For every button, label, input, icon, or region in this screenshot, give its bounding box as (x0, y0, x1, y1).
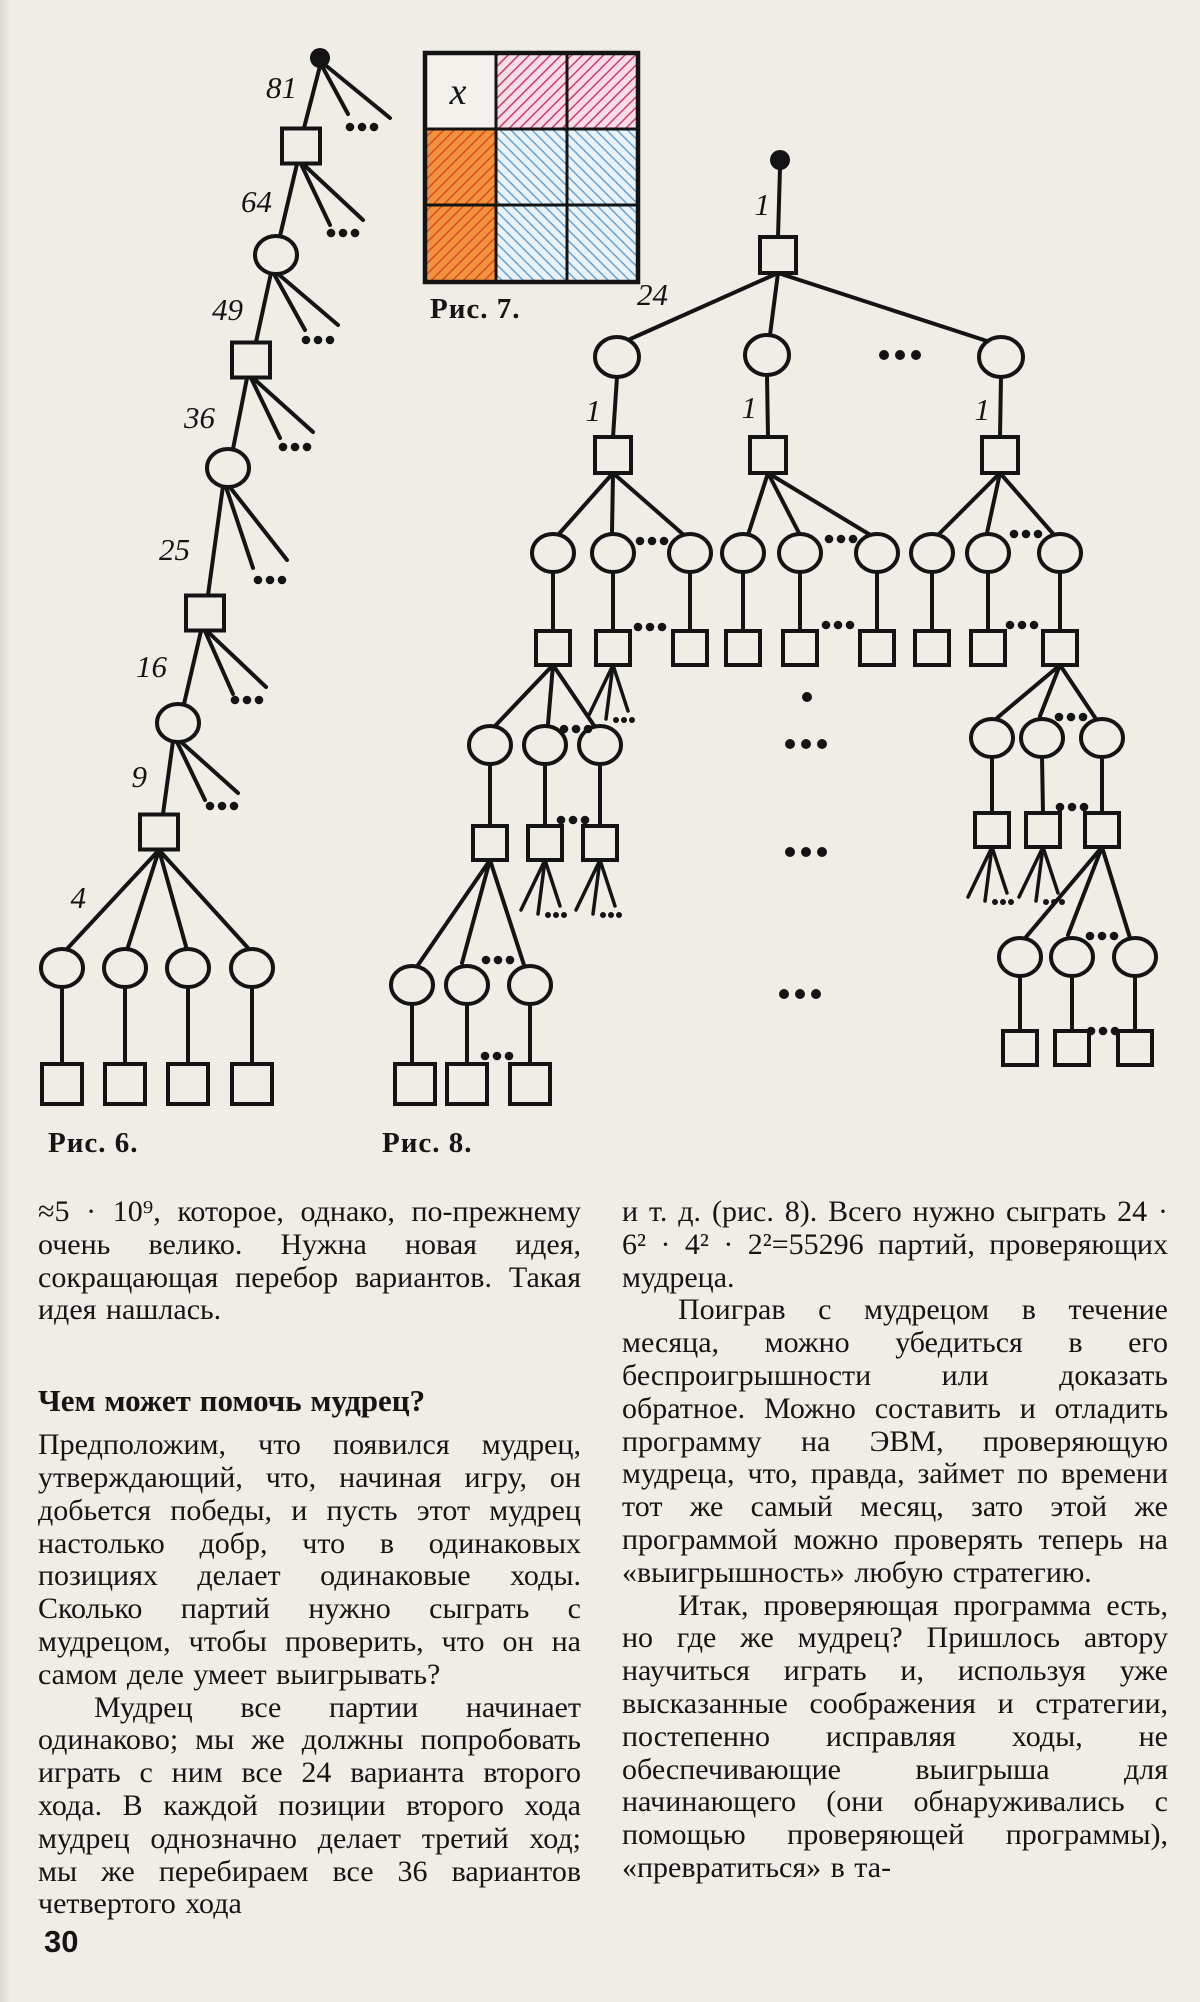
square-node (168, 1064, 208, 1104)
square-node (750, 437, 786, 473)
circle-node (446, 966, 488, 1004)
figure6-edges (62, 64, 390, 1063)
ellipsis-dots (1010, 530, 1043, 539)
ellipsis-dots (279, 443, 312, 452)
ellipsis-dots (825, 535, 858, 544)
square-node (1118, 1031, 1152, 1065)
ellipsis-dots (1086, 932, 1119, 941)
grid-cell-orange (425, 205, 496, 282)
circle-node (595, 337, 639, 377)
circle-node (41, 949, 83, 987)
circle-node (231, 949, 273, 987)
square-node (140, 815, 178, 850)
grid-cell-blue (567, 129, 638, 205)
square-node (975, 813, 1009, 847)
square-node (510, 1064, 550, 1104)
edge-label-1: 1 (741, 390, 757, 425)
circle-node (999, 938, 1041, 976)
grid-cell-blue (567, 205, 638, 282)
text-column-left (38, 1196, 581, 1921)
circle-node (1039, 534, 1081, 572)
ellipsis-dots (481, 1052, 514, 1061)
edge-label-36: 36 (184, 400, 215, 435)
circle-node (1051, 938, 1093, 976)
ellipsis-dots (1056, 803, 1089, 812)
ellipsis-dots (327, 229, 360, 238)
square-node (528, 826, 562, 860)
square-node (583, 826, 617, 860)
circle-node (532, 534, 574, 572)
figure8-caption: Рис. 8. (382, 1127, 473, 1159)
square-node (536, 631, 570, 665)
circle-node (524, 726, 566, 764)
square-node (673, 631, 707, 665)
edge-label-1: 1 (585, 393, 601, 428)
ellipsis-dots (779, 989, 821, 999)
square-node (982, 437, 1018, 473)
circle-node (979, 337, 1023, 377)
square-node (395, 1064, 435, 1104)
text-column-right (622, 1196, 1168, 1885)
edge-label-24: 24 (637, 277, 668, 312)
paragraph: Предположим, что появился мудрец, утверждающий, что, начиная игру, он добьется победы, и пусть этот мудрец настолько добр, что в одинаковых позициях делает одинаковые ходы. Сколько партий нужно сыграть с мудрецом, чтобы проверить, что он на самом деле умеет выигрывать? (38, 1428, 581, 1691)
square-node (760, 237, 796, 273)
ellipsis-dots (785, 847, 827, 857)
square-node (186, 596, 224, 631)
section-heading: Чем может помочь мудрец? (38, 1383, 426, 1419)
circle-node (104, 949, 146, 987)
ellipsis-dots (1006, 621, 1039, 630)
ellipsis-dots (1055, 713, 1088, 722)
circle-node (971, 719, 1013, 757)
square-node (42, 1064, 82, 1104)
circle-node (669, 534, 711, 572)
circle-node (1114, 938, 1156, 976)
ellipsis-dots (634, 623, 667, 632)
square-node (1043, 631, 1077, 665)
square-node (1085, 813, 1119, 847)
square-node (447, 1064, 487, 1104)
ellipsis-dots (879, 350, 921, 360)
square-node (1003, 1031, 1037, 1065)
circle-node (391, 966, 433, 1004)
square-node (232, 343, 270, 378)
circle-node (967, 534, 1009, 572)
edge-label-4: 4 (70, 880, 86, 915)
grid-x-label: x (449, 71, 467, 113)
ellipsis-dots (346, 123, 379, 132)
circle-node (856, 534, 898, 572)
edge-label-64: 64 (241, 184, 272, 219)
edge-label-1: 1 (974, 392, 990, 427)
grid-cell-blue (496, 129, 567, 205)
figure7-grid (425, 53, 638, 282)
grid-cell-blue (496, 205, 567, 282)
paragraph: Поиграв с мудрецом в течение месяца, можно убедиться в его беспроигрышности или доказать обратное. Можно составить и отладить программу на ЭВМ, проверяющую мудреца, что, правда, займет по времени тот же самый месяц, зато этой же программой можно проверять теперь на «выигрышность» любую стратегию. (622, 1293, 1168, 1589)
square-node (473, 826, 507, 860)
grid-cell-orange (425, 129, 496, 205)
ellipsis-dots (557, 816, 590, 825)
page-number: 30 (44, 1924, 79, 1959)
ellipsis-dots (822, 621, 855, 630)
square-node (595, 437, 631, 473)
ellipsis-dots (636, 537, 669, 546)
ellipsis-dots (560, 725, 593, 734)
figure6-caption: Рис. 6. (48, 1127, 139, 1159)
square-node (726, 631, 760, 665)
ellipsis-dots (1087, 1027, 1120, 1036)
circle-node (157, 704, 199, 742)
circle-node (207, 449, 249, 487)
ellipsis-dot (802, 692, 812, 702)
paragraph: ≈5 · 10⁹, которое, однако, по-прежнему очень велико. Нужна новая идея, сокращающая перебор вариантов. Такая идея нашлась. (38, 1195, 581, 1327)
subtree-stub (589, 665, 635, 723)
square-node (232, 1064, 272, 1104)
edge-label-9: 9 (131, 759, 147, 794)
square-node (1026, 813, 1060, 847)
circle-node (745, 335, 789, 375)
square-node (860, 631, 894, 665)
subtree-stub (968, 847, 1014, 905)
ellipsis-dots (302, 336, 335, 345)
game-start-dot (310, 48, 330, 68)
edge-label-1-root: 1 (754, 187, 770, 222)
paragraph: Итак, проверяющая программа есть, но где же мудрец? Пришлось автору научиться играть и, используя уже высказанные соображения и стратегии, постепенно исправляя ходы, не обеспечивающие выигрыша для начинающего (они обнаруживались с помощью проверяющей программы), «превратиться» в та- (622, 1588, 1168, 1884)
edge-label-16: 16 (136, 649, 167, 684)
ellipsis-dots (785, 739, 827, 749)
circle-node (592, 534, 634, 572)
edge-label-81: 81 (266, 70, 297, 105)
square-node (105, 1064, 145, 1104)
circle-node (1021, 719, 1063, 757)
figure6-tree (41, 48, 390, 1104)
subtree-stub (576, 860, 622, 918)
square-node (1055, 1031, 1089, 1065)
square-node (971, 631, 1005, 665)
game-start-dot (770, 150, 790, 170)
square-node (282, 129, 320, 164)
paragraph: и т. д. (рис. 8). Всего нужно сыграть 24 · 6² · 4² · 2²=55296 партий, проверяющих мудреца. (622, 1195, 1168, 1294)
circle-node (469, 726, 511, 764)
figure7-caption: Рис. 7. (430, 293, 521, 325)
circle-node (255, 236, 297, 274)
ellipsis-dots (231, 696, 264, 705)
circle-node (509, 966, 551, 1004)
grid-cell-pink (496, 53, 567, 129)
ellipsis-dots (206, 802, 239, 811)
square-node (915, 631, 949, 665)
edge-label-25: 25 (159, 532, 190, 567)
square-node (783, 631, 817, 665)
circle-node (722, 534, 764, 572)
grid-cell-pink (567, 53, 638, 129)
subtree-stub (521, 860, 567, 918)
ellipsis-dots (482, 956, 515, 965)
circle-node (779, 534, 821, 572)
square-node (596, 631, 630, 665)
circle-node (911, 534, 953, 572)
ellipsis-dots (254, 576, 287, 585)
circle-node (1081, 719, 1123, 757)
edge-label-49: 49 (212, 292, 243, 327)
paragraph: Мудрец все партии начинает одинаково; мы же должны попробовать играть с ним все 24 варианта второго хода. В каждой позиции второго хода мудрец однозначно делает третий ход; мы же перебираем все 36 вариантов четвертого хода (38, 1690, 581, 1921)
circle-node (167, 949, 209, 987)
